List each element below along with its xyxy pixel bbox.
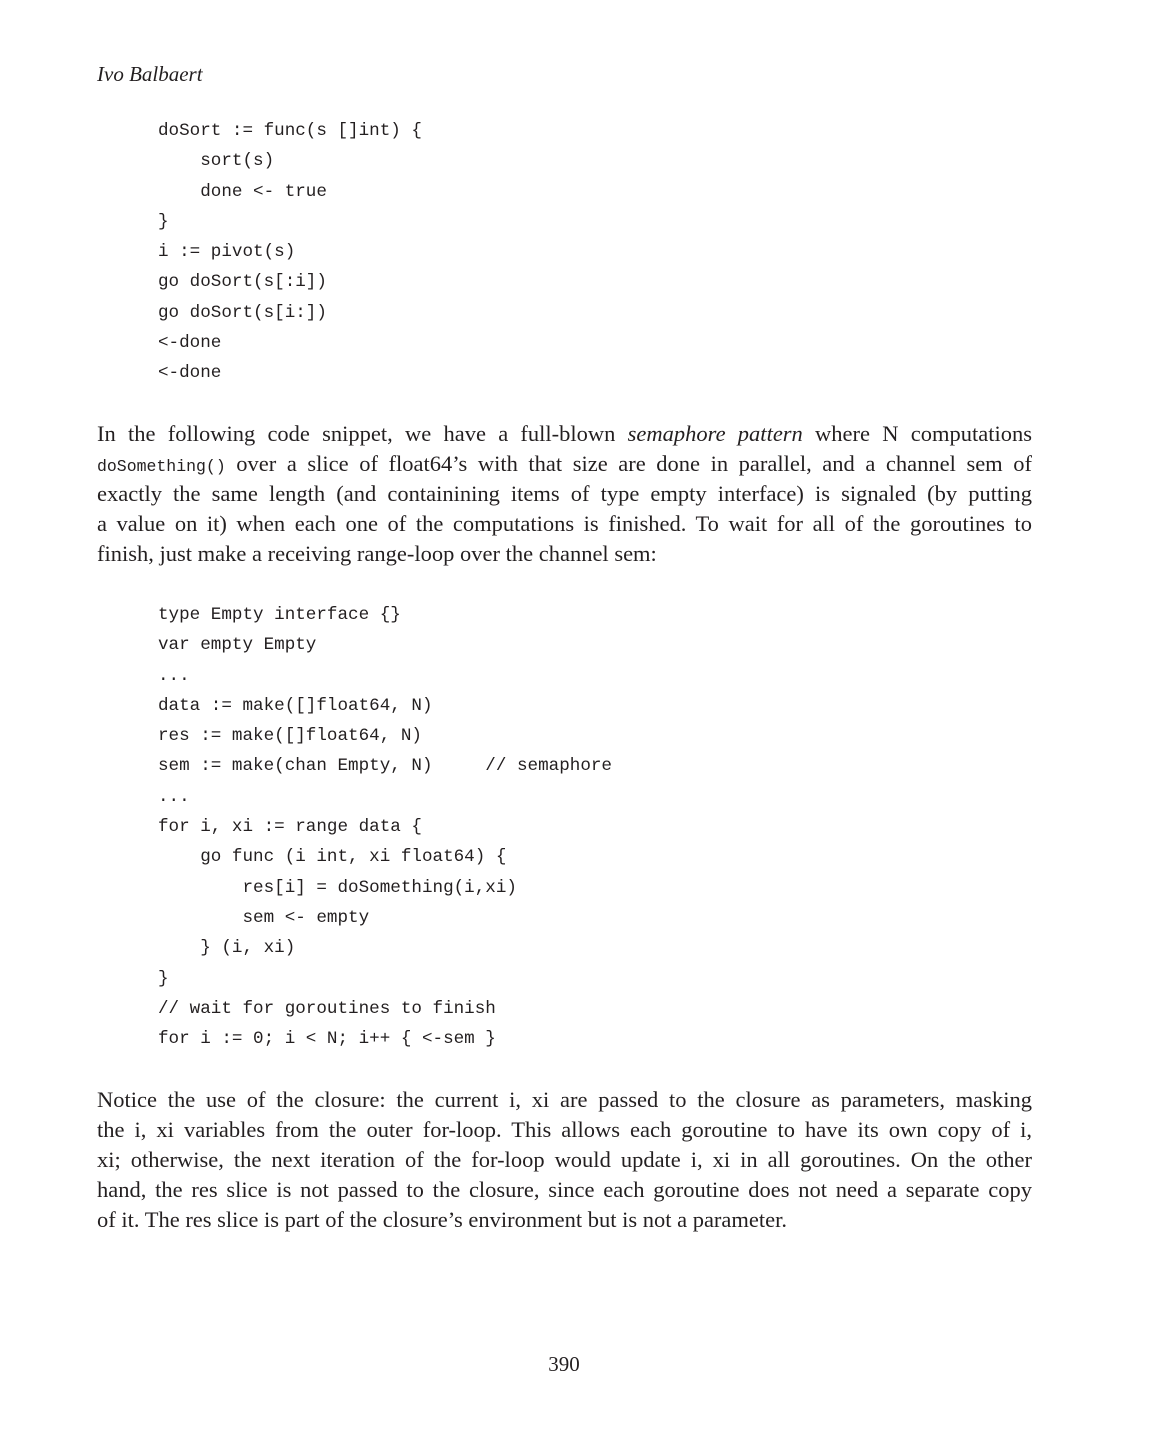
code-line: <-done (158, 333, 222, 354)
text: In the following code snippet, we have a full-blown (97, 421, 628, 446)
emphasis-term: semaphore pattern (627, 421, 803, 446)
text-line: finish, just make a receiving range-loop over the channel sem: (97, 541, 657, 566)
code-line: ... (158, 665, 190, 686)
code-line: i := pivot(s) (158, 242, 296, 263)
text-line: xi; otherwise, the next iteration of the for-loop would update i, xi in all goroutines. On the other (97, 1147, 1032, 1172)
code-line: // wait for goroutines to finish (158, 998, 496, 1019)
text-line: of it. The res slice is part of the closure’s environment but is not a parameter. (97, 1207, 788, 1232)
code-line: go doSort(s[i:]) (158, 302, 327, 323)
running-header-author: Ivo Balbaert (97, 62, 203, 86)
code-line: go doSort(s[:i]) (158, 272, 327, 293)
code-line: sort(s) (158, 151, 275, 172)
text-line (97, 419, 1032, 449)
code-line: ... (158, 786, 190, 807)
text: over a slice of float64’s with that size are done in parallel, and a channel sem of (225, 451, 1032, 476)
text-line: a value on it) when each one of the computations is finished. To wait for all of the goroutines to (97, 511, 1032, 536)
code-line: sem <- empty (158, 907, 370, 928)
code-line: res[i] = doSomething(i,xi) (158, 877, 517, 898)
text-line: the i, xi variables from the outer for-loop. This allows each goroutine to have its own copy of i, (97, 1117, 1032, 1142)
paragraph-closure-notice (97, 1085, 1032, 1235)
code-line: <-done (158, 363, 222, 384)
code-line: } (i, xi) (158, 938, 296, 959)
code-line: var empty Empty (158, 635, 317, 656)
code-line: for i := 0; i < N; i++ { <-sem } (158, 1029, 496, 1050)
code-line: type Empty interface {} (158, 605, 401, 625)
text-line (97, 449, 1032, 479)
code-line: doSort := func(s []int) { (158, 121, 422, 141)
page-number: 390 (548, 1352, 580, 1376)
code-block-dosort (158, 116, 422, 389)
text: where N computations (802, 421, 1032, 446)
code-line: } (158, 968, 169, 989)
code-line: sem := make(chan Empty, N) // semaphore (158, 756, 612, 777)
code-line: } (158, 211, 169, 232)
code-line: go func (i int, xi float64) { (158, 847, 507, 868)
text-line: exactly the same length (and containining items of type empty interface) is signaled (by putting (97, 481, 1032, 506)
code-line: data := make([]float64, N) (158, 695, 433, 716)
code-line: for i, xi := range data { (158, 817, 422, 838)
code-block-semaphore (158, 600, 612, 1054)
text-line: Notice the use of the closure: the current i, xi are passed to the closure as parameters, masking (97, 1087, 1032, 1112)
paragraph-semaphore-intro (97, 419, 1032, 569)
text-line: hand, the res slice is not passed to the closure, since each goroutine does not need a separate copy (97, 1177, 1032, 1202)
code-line: res := make([]float64, N) (158, 726, 422, 747)
code-line: done <- true (158, 181, 327, 202)
inline-code: doSomething() (97, 457, 226, 476)
